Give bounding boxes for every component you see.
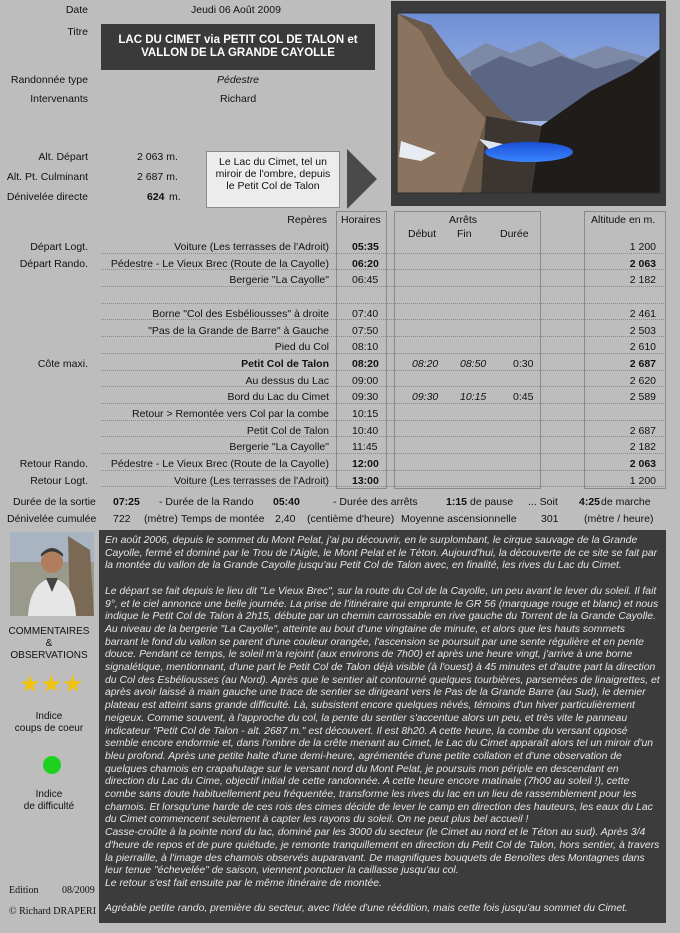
type-label: Randonnée type: [10, 74, 88, 86]
row-divider: [101, 436, 666, 437]
title-line-1: LAC DU CIMET via PETIT COL DE TALON et: [118, 34, 358, 46]
summary-row-1: [0, 496, 680, 512]
comments-line-2: &: [45, 638, 53, 649]
table-row: [0, 389, 680, 406]
row-horaire: 13:00: [352, 474, 379, 487]
row-horaire: 10:40: [352, 424, 379, 437]
col-horaires: Horaires: [341, 214, 381, 226]
duree-rando-label: - Durée de la Rando: [159, 496, 254, 508]
soit-label: ... Soit: [528, 496, 558, 508]
metre-heure-label: (mètre / heure): [584, 513, 654, 525]
col-duree: Durée: [500, 228, 529, 240]
row-altitude: 2 620: [629, 374, 656, 387]
row-fin: 10:15: [460, 391, 487, 404]
row-horaire: 09:00: [352, 374, 379, 387]
row-divider: [101, 303, 666, 304]
row-altitude: 1 200: [629, 474, 656, 487]
edition-label: Edition: [9, 885, 39, 896]
star-icon: ★: [19, 671, 41, 698]
date-label: Date: [65, 4, 88, 16]
row-horaire: 11:45: [352, 441, 378, 454]
row-duree: 0:30: [513, 357, 534, 370]
row-repere: Voiture (Les terrasses de l'Adroit): [174, 474, 329, 487]
comment-paragraph: Casse-croûte à la pointe nord du lac, dominé par les 3000 du secteur (le Cimet au nord et le Téton au sud). Après 3/4 d'heure de repos et de pure quiétude, je remonte tranquillement en direction du Petit Col de Talon, hors sentier, à travers la pierraille, à l'image des chamois observés auparavant. De magnifiques bouquets de Benoîtes des Montagnes dans leur tenue "échevelée" de saison, viennent ponctuer la caillasse jusqu'au col.: [105, 827, 660, 877]
row-divider: [101, 370, 666, 371]
row-altitude: 2 063: [629, 458, 656, 471]
row-horaire: 06:20: [352, 257, 379, 270]
col-altitude: Altitude en m.: [591, 214, 656, 226]
caption-line-2: miroir de l'ombre, depuis: [215, 168, 331, 180]
row-horaire: 09:30: [352, 391, 379, 404]
row-repere: Voiture (Les terrasses de l'Adroit): [174, 241, 329, 253]
moyenne-value: 301: [541, 513, 559, 525]
row-debut: 09:30: [412, 391, 439, 404]
table-row: [0, 456, 680, 473]
star-rating: [19, 673, 83, 697]
row-altitude: 1 200: [629, 241, 656, 253]
duree-sortie-label: Durée de la sortie: [13, 496, 96, 508]
row-altitude: 2 610: [629, 341, 656, 354]
col-reperes: Repères: [287, 214, 327, 226]
difficulte-line-1: Indice: [35, 789, 63, 800]
author-photo: [10, 532, 94, 616]
row-debut: 08:20: [412, 357, 439, 370]
table-row: [0, 406, 680, 423]
row-altitude: 2 503: [629, 324, 656, 337]
edition-value: 08/2009: [62, 885, 95, 896]
duree-arrets-value: 1:15: [446, 496, 468, 508]
row-altitude: 2 182: [629, 274, 656, 287]
comment-paragraph: Agréable petite rando, première du secteur, avec l'idée d'une réédition, mais cette fois jusqu'au sommet du Cimet.: [105, 903, 628, 915]
comment-paragraph: Le départ se fait depuis le lieu dit "Le Vieux Brec", sur la route du Col de la Cayolle, un peu avant le lever du soleil. Il fait 9°, et le ciel annonce une belle journée. La prise de l'itinéraire qui emprunte le GR 56 (marquage rouge et blanc) et nous indique le Petit Col de Talon à 2h15, débute par un chemin carrossable en rive gauche du Torrent de la Grande Cayolle. Au niveau de la bergerie "La Cayolle", atteinte au bout d'une vingtaine de minute, et alors que les hauts sommets barrant le fond du vallon se parent d'une couleur orangée, l'ascension se poursuit par une sente régulière et en pente douce. Pendant ce temps, le soleil m'a rejoint (aux environs de 7h00) et après une heure vingt, j'arrive à une borne signalétique, mentionnant, d'une part le Petit Col de Talon déjà visible (à l'ouest) à 45 minutes et d'autre part la direction du Col des Esbéliousses (au Nord). Après que le sentier ait contourné quelques tourbières, parsemées de linaigrettes, et après avoir laissé à main gauche une trace de sentier se dirigeant vers le Pas de la Grande Barre (au Sud), le dernier plateau est atteint sans grande difficulté. Là, subsistent encore quelques névés, témoins d'un hiver particulièrement neigeux. Comme souvent, à l'approche du col, la pente du sentier s'accentue alors un peu, et très vite le panneau indicateur "Petit Col de Talon - alt. 2687 m." est découvert. Il est 8h20. A cette heure, la combe du versant opposé semble encore endormie et, dans l'ombre de la crête menant au Cimet, le Lac du Cimet apparaît alors tel un miroir d'un bleu profond. Après une petite halte d'une demi-heure, agrémentée d'une petite collation et d'une observation de quelques chamois en crapahutage sur le versant nord du Mont Pelat, je poursuis mon périple en descendant en direction du Lac du Cime, objectif initial de cette randonnée. A cette heure encore matinale (7h00 au soleil !), cette combe sans doute habituellement peu fréquentée, transforme les rives du lac en un lieu de rassemblement pour les chamois. Et lorsqu'une harde de ces rois des cimes décide de lever le camp en direction des hauteurs, les eaux du Lac du Cimet commencent seulement à capter les rayons du soleil. On ne peut plus bel accueil !: [105, 585, 660, 826]
row-divider: [101, 286, 666, 287]
row-divider: [101, 353, 666, 354]
row-repere: "Pas de la Grande de Barre" à Gauche: [148, 324, 329, 337]
row-duree: 0:45: [513, 391, 534, 404]
alt-depart-value: 2 063 m.: [137, 151, 178, 163]
table-row: [0, 339, 680, 356]
row-repere: Au dessus du Lac: [245, 374, 329, 387]
table-row: [0, 373, 680, 390]
difficulte-line-2: de difficulté: [23, 801, 75, 812]
lake-photo: [391, 1, 666, 206]
col-debut: Début: [408, 228, 437, 240]
deniv-label: Dénivelée directe: [6, 191, 88, 203]
row-altitude: 2 461: [629, 307, 656, 320]
row-altitude: 2 182: [629, 441, 656, 454]
alt-culminant-label: Alt. Pt. Culminant: [6, 171, 88, 183]
difficulty-index-label: [6, 789, 92, 813]
comments-line-1: COMMENTAIRES: [8, 626, 90, 637]
row-divider: [101, 386, 666, 387]
page-title: [101, 24, 375, 70]
row-repere: Retour > Remontée vers Col par la combe: [132, 408, 329, 420]
centieme-label: (centième d'heure): [307, 513, 395, 525]
table-row: [0, 239, 680, 256]
caption-line-1: Le Lac du Cimet, tel un: [219, 156, 327, 168]
title-line-2: VALLON DE LA GRANDE CAYOLLE: [141, 47, 335, 59]
table-row: [0, 289, 680, 306]
temps-montee-value: 2,40: [275, 513, 296, 525]
table-row: [0, 256, 680, 273]
table-row: [0, 356, 680, 373]
row-altitude: 2 687: [629, 424, 656, 437]
comments-line-3: OBSERVATIONS: [10, 650, 88, 661]
row-repere: Pédestre - Le Vieux Brec (Route de la Cayolle): [110, 458, 329, 471]
row-fin: 08:50: [460, 357, 487, 370]
moyenne-label: Moyenne ascensionnelle: [401, 513, 517, 525]
comments-text: [99, 530, 666, 923]
duree-arrets-label: - Durée des arrêts: [333, 496, 418, 508]
difficulty-dot-icon: [43, 756, 61, 774]
comment-paragraph: En août 2006, depuis le sommet du Mont Pelat, j'ai pu découvrir, en le surplombant, le cirque sauvage de la Grande Cayolle, fermé et dominé par le Trou de l'Aigle, le Mont Pelat et le Téton. Aujourd'hui, la découverte de ce site se fait par la montée du vallon de la Grande Cayolle jusqu'au Petit Col de Talon avec, en finalité, les rives du Lac du Cimet.: [105, 535, 658, 572]
coeur-line-1: Indice: [35, 711, 63, 722]
row-altitude: 2 589: [629, 391, 656, 404]
table-row: [0, 423, 680, 440]
row-altitude: 2 687: [629, 357, 656, 370]
table-row: [0, 473, 680, 490]
summary-row-2: [0, 513, 680, 529]
deniv-unit: m.: [169, 191, 181, 203]
arrow-right-icon: [347, 149, 377, 209]
star-icon: ★: [62, 671, 84, 698]
row-horaire: 05:35: [352, 241, 379, 253]
row-horaire: 07:40: [352, 307, 379, 320]
metre-label: (mètre): [144, 513, 178, 525]
row-divider: [101, 403, 666, 404]
mountain-lake-image: [391, 1, 666, 206]
deniv-cumul-value: 722: [113, 513, 131, 525]
table-row: [0, 439, 680, 456]
pause-label: de pause: [470, 496, 514, 508]
row-repere: Petit Col de Talon: [241, 357, 329, 370]
row-divider: [101, 453, 666, 454]
row-altitude: 2 063: [629, 257, 656, 270]
temps-montee-label: Temps de montée: [181, 513, 265, 525]
deniv-value: 624: [147, 191, 165, 203]
alt-depart-label: Alt. Départ: [38, 151, 88, 163]
col-fin: Fin: [457, 228, 472, 240]
col-arrets: Arrêts: [449, 214, 478, 226]
row-label: Retour Rando.: [19, 458, 88, 471]
row-repere: Pied du Col: [274, 341, 329, 354]
row-horaire: 08:20: [352, 357, 379, 370]
date-value: Jeudi 06 Août 2009: [191, 4, 281, 16]
alt-culminant-value: 2 687 m.: [137, 171, 178, 183]
people-value: Richard: [220, 93, 257, 105]
table-row: [0, 306, 680, 323]
coeur-line-2: coups de coeur: [14, 723, 84, 734]
row-repere: Bergerie "La Cayolle": [229, 274, 329, 287]
coeur-index-label: [6, 711, 92, 735]
row-repere: Petit Col de Talon: [246, 424, 329, 437]
star-icon: ★: [40, 671, 63, 698]
table-row: [0, 272, 680, 289]
people-label: Intervenants: [30, 93, 88, 105]
row-horaire: 07:50: [352, 324, 379, 337]
row-repere: Bergerie "La Cayolle": [229, 441, 329, 454]
row-label: Départ Rando.: [19, 257, 88, 270]
row-repere: Pédestre - Le Vieux Brec (Route de la Cayolle): [110, 257, 329, 270]
photo-caption: [206, 151, 340, 208]
author-portrait-image: [10, 532, 94, 616]
marche-value: 4:25: [579, 496, 601, 508]
table-row: [0, 323, 680, 340]
row-repere: Borne "Col des Esbéliousses" à droite: [152, 307, 329, 320]
copyright: © Richard DRAPERI: [9, 906, 97, 917]
row-horaire: 06:45: [352, 274, 379, 287]
duree-rando-value: 05:40: [273, 496, 300, 508]
row-label: Retour Logt.: [30, 474, 88, 487]
row-horaire: 10:15: [352, 408, 379, 420]
duree-sortie-value: 07:25: [113, 496, 140, 508]
row-label: Côte maxi.: [37, 357, 88, 370]
title-label: Titre: [67, 26, 88, 38]
deniv-cumul-label: Dénivelée cumulée: [7, 513, 97, 525]
marche-label: de marche: [601, 496, 651, 508]
row-label: Départ Logt.: [30, 241, 88, 253]
comments-heading: [6, 626, 92, 662]
type-value: Pédestre: [217, 74, 260, 86]
row-repere: Bord du Lac du Cimet: [227, 391, 329, 404]
row-horaire: 12:00: [352, 458, 379, 471]
row-horaire: 08:10: [352, 341, 379, 354]
comment-paragraph: Le retour s'est fait ensuite par le même itinéraire de montée.: [105, 877, 382, 889]
caption-line-3: le Petit Col de Talon: [226, 180, 320, 192]
